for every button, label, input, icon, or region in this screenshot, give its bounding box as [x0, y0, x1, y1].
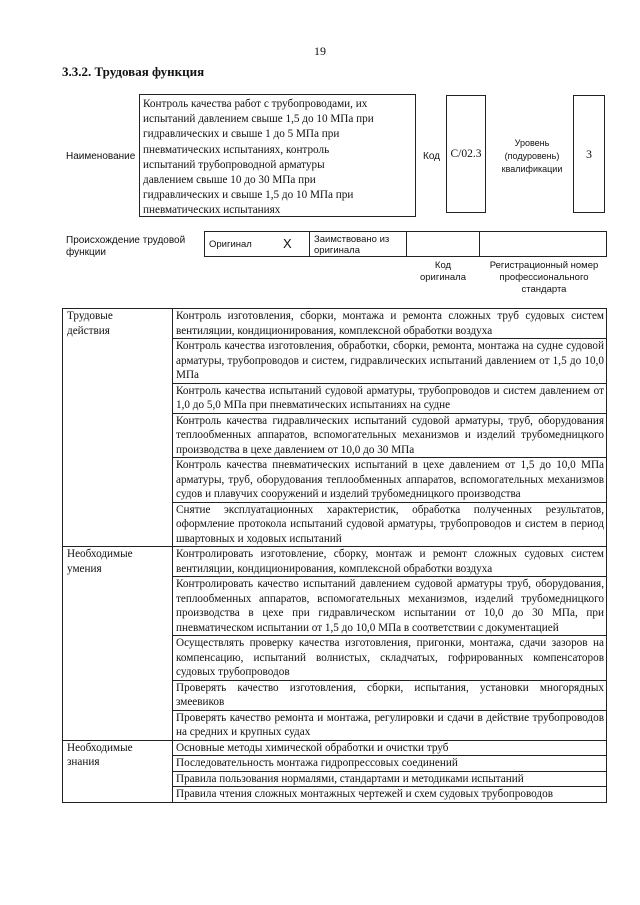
section-title-line: знания [67, 756, 100, 768]
list-item: Последовательность монтажа гидропрессовых соединений [173, 756, 607, 772]
origin-row [204, 231, 607, 257]
function-name-line: гидравлических и свыше 1 до 5 МПа при [143, 128, 340, 141]
section-title-actions [63, 309, 173, 547]
origin-borrowed-cell [310, 232, 407, 256]
section-title-line: умения [67, 562, 102, 575]
list-item: Контролировать качество испытаний давлением судовой арматуры труб, оборудования, теплообменных аппаратов, вспомогательных механизмов, изделий трубомедницкого производства в цехе при гидравлическом испытании от 10,0 до 30 МПа, при пневматическом испытании от 1,5 до 10,0 МПа в соответствии с документацией [173, 577, 607, 636]
borrowed-label-line: Заимствовано из [314, 234, 390, 245]
function-details-table [62, 308, 607, 803]
section-title-line: Необходимые [67, 548, 133, 560]
caption-line: стандарта [521, 284, 567, 295]
origin-code-cell [407, 232, 480, 256]
function-name-line: испытаний давлением свыше 1,5 до 10 МПа при [143, 113, 374, 126]
list-item: Правила пользования нормалями, стандартами и методиками испытаний [173, 771, 607, 787]
borrowed-label [314, 234, 389, 256]
list-item: Правила чтения сложных монтажных чертежей и схем судовых трубопроводов [173, 787, 607, 803]
table-row [63, 547, 607, 577]
list-item: Осуществлять проверку качества изготовления, пригонки, монтажа, сдачи зазоров на компенсацию, испытаний волнистых, складчатых, гофрированных компенсаторов судовых трубопроводов [173, 636, 607, 681]
table-row [63, 309, 607, 339]
caption-code-original [410, 260, 476, 284]
caption-line: профессионального [499, 272, 589, 283]
list-item: Контроль качества пневматических испытаний в цехе давлением от 1,5 до 10,0 МПа арматуры, труб, оборудования теплообменных аппаратов, вспомогательных механизмов судов и плавучих сооружений и изделий трубомедницкого производства [173, 458, 607, 503]
list-item: Контроль качества испытаний судовой арматуры, трубопроводов и систем давлением от 1,0 до 5,0 МПа при пневматических испытаниях на судне [173, 383, 607, 413]
list-item: Контроль качества изготовления, обработки, сборки, ремонта, монтажа на судне судовой арматуры, трубопроводов и систем, гидравлических испытаний давлением от 1,5 до 10,0 МПа [173, 339, 607, 384]
function-name-line: пневматических испытаниях [143, 204, 281, 217]
code-label: Код [423, 151, 441, 162]
caption-line: оригинала [419, 272, 466, 283]
list-item: Проверять качество ремонта и монтажа, регулировки и сдачи в действие трубопроводов на средних и крупных судах [173, 710, 607, 740]
list-item: Контролировать изготовление, сборку, монтаж и ремонт сложных судовых систем вентиляции, кондиционирования, комплексной обработки воздуха [173, 547, 607, 577]
origin-label-line: Происхождение трудовой [66, 235, 186, 246]
caption-line: Код [434, 260, 452, 271]
level-label-line: Уровень [514, 138, 550, 148]
function-name-line: гидравлических и свыше 1,5 до 10 МПа при [143, 189, 354, 202]
page-number: 19 [314, 44, 326, 58]
function-code: С/02.3 [446, 95, 486, 213]
origin-label [66, 235, 201, 259]
function-name-line: пневматических испытаниях, контроль [143, 143, 330, 156]
origin-reg-number-cell [480, 232, 606, 256]
list-item: Контроль качества гидравлических испытаний судовой арматуры, труб, оборудования теплообменных аппаратов, вспомогательных механизмов и изделий трубомедницкого производства в цехе давлением от 10,0 до 30 МПа [173, 413, 607, 458]
section-title-line: Трудовые [67, 310, 113, 322]
section-title-line: действия [67, 324, 110, 337]
section-title-knowledge [63, 740, 173, 802]
list-item: Проверять качество изготовления, сборки, испытания, установки многорядных змеевиков [173, 680, 607, 710]
level-label-line: квалификации [501, 164, 563, 174]
qualification-level: 3 [573, 95, 605, 213]
table-row [63, 740, 607, 756]
section-title-line: Необходимые [67, 741, 133, 754]
caption-line: Регистрационный номер [489, 260, 599, 271]
level-label [494, 137, 570, 176]
section-title-skills [63, 547, 173, 741]
section-heading: 3.3.2. Трудовая функция [62, 64, 205, 79]
function-name-line: испытаний трубопроводной арматуры [143, 158, 325, 171]
level-label-line: (подуровень) [504, 151, 560, 161]
function-name-box [139, 94, 416, 217]
function-name-line: Контроль качества работ с трубопроводами, их [143, 98, 368, 110]
list-item: Контроль изготовления, сборки, монтажа и ремонта сложных труб судовых систем вентиляции, кондиционирования, комплексной обработки воздуха [173, 309, 607, 339]
origin-label-line: функции [66, 247, 106, 258]
list-item: Основные методы химической обработки и очистки труб [173, 740, 607, 756]
original-label: Оригинал [209, 239, 252, 250]
function-name-line: давлением свыше 10 до 30 МПа при [143, 174, 316, 187]
borrowed-label-line: оригинала [314, 245, 361, 256]
origin-original-cell [205, 232, 310, 256]
caption-reg-number [484, 260, 604, 296]
name-label: Наименование [66, 151, 136, 162]
list-item: Снятие эксплуатационных характеристик, обработка полученных результатов, оформление протокола испытаний судовой арматуры, трубопроводов и систем в период швартовных и ходовых испытаний [173, 502, 607, 547]
original-mark: X [283, 236, 292, 251]
